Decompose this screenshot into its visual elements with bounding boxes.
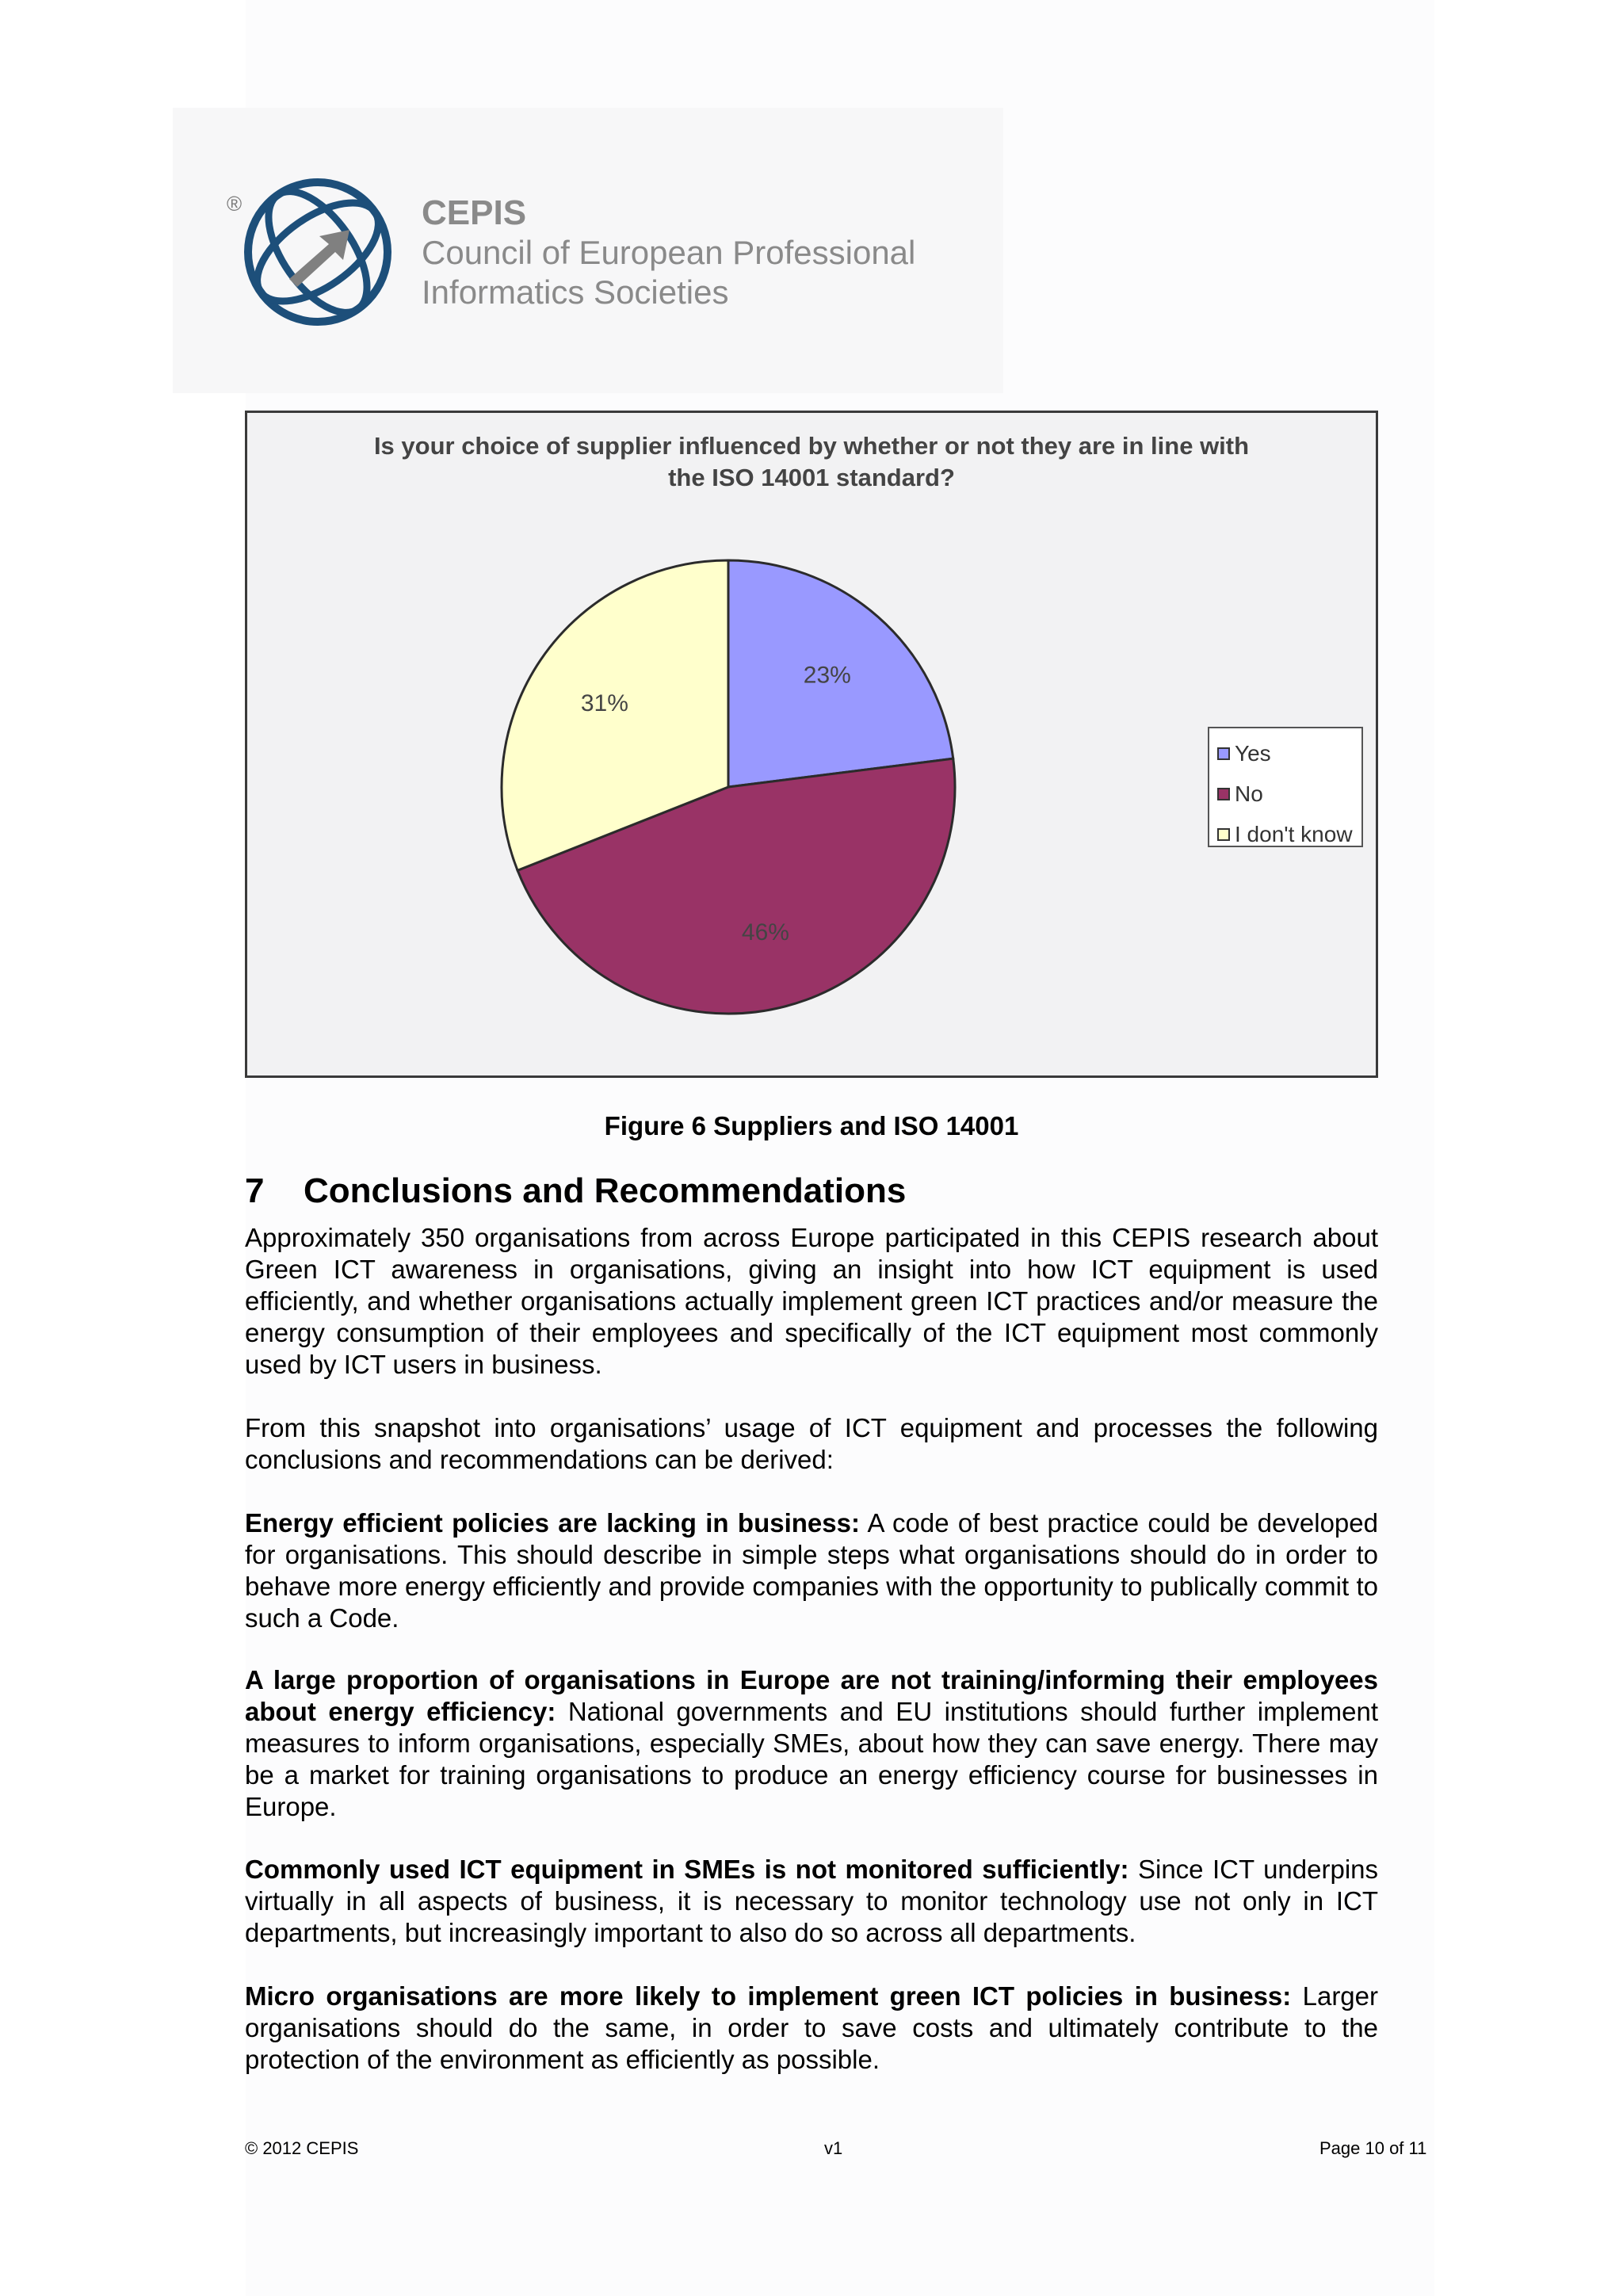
- paragraph-training-lead: A large proportion of organisations in Europe are not training/informing their employees about energy efficiency:: [245, 1665, 1378, 1726]
- footer-copyright: © 2012 CEPIS: [245, 2138, 359, 2158]
- chart-legend: [1208, 727, 1363, 847]
- pie-label-yes: 23%: [803, 662, 851, 689]
- paragraph-micro-orgs-lead: Micro organisations are more likely to implement green ICT policies in business:: [245, 1981, 1292, 2011]
- section-title: Conclusions and Recommendations: [304, 1171, 907, 1210]
- legend-item-dont-know: [1217, 814, 1361, 854]
- section-number: 7: [245, 1171, 265, 1210]
- paragraph-monitoring: [245, 1854, 1378, 1949]
- section-heading: [245, 1171, 906, 1211]
- org-name-line-2: Informatics Societies: [422, 273, 729, 311]
- cepis-globe-logo-icon: [240, 174, 395, 330]
- paragraph-intro: Approximately 350 organisations from across Europe participated in this CEPIS research about Green ICT awareness in organisations, giving an insight into how ICT equipment is used efficiently, and whether organisations actually implement green ICT practices and/or measure the energy consumption of their employees and specifically of the ICT equipment most commonly used by ICT users in business.: [245, 1223, 1378, 1379]
- pie-label-dont-know: 31%: [580, 690, 628, 716]
- paragraph-energy-policies-lead: Energy efficient policies are lacking in business:: [245, 1508, 860, 1538]
- paragraph-snapshot: From this snapshot into organisations’ usage of ICT equipment and processes the following conclusions and recommendations can be derived:: [245, 1413, 1378, 1474]
- pie-chart-frame: [245, 411, 1378, 1078]
- legend-swatch-yes: [1217, 747, 1230, 760]
- paragraph-micro-orgs: [245, 1981, 1378, 2076]
- legend-swatch-dont-know: [1217, 828, 1230, 841]
- legend-item-no: [1217, 774, 1361, 814]
- paragraph-training: [245, 1664, 1378, 1823]
- paragraph-training-text: National governments and EU institutions should further implement measures to inform organisations, especially SMEs, about how they can save energy. There may be a market for training organisations to produce an energy efficiency course for businesses in Europe.: [245, 1697, 1378, 1821]
- chart-title-line-1: Is your choice of supplier influenced by whether or not they are in line with: [373, 432, 1250, 460]
- paragraph-monitoring-text: Since ICT underpins virtually in all aspects of business, it is necessary to monitor technology use not only in ICT departments, but increasingly important to also do so across all departments.: [245, 1855, 1379, 1947]
- legend-swatch-no: [1217, 788, 1230, 800]
- footer-page-number: Page 10 of 11: [1319, 2138, 1427, 2158]
- legend-label-dont-know: I don't know: [1235, 821, 1353, 846]
- legend-label-yes: Yes: [1235, 740, 1271, 766]
- paragraph-monitoring-lead: Commonly used ICT equipment in SMEs is not monitored sufficiently:: [245, 1855, 1129, 1884]
- registered-mark: ®: [227, 192, 242, 216]
- org-full-name: [422, 233, 915, 312]
- paragraph-energy-policies: [245, 1507, 1378, 1634]
- org-name-line-1: Council of European Professional: [422, 234, 916, 271]
- chart-title-line-2: the ISO 14001 standard?: [668, 464, 955, 491]
- figure-caption: Figure 6 Suppliers and ISO 14001: [604, 1111, 1019, 1140]
- pie-chart: [247, 413, 1376, 1075]
- legend-item-yes: [1217, 733, 1361, 774]
- org-acronym: CEPIS: [422, 193, 527, 232]
- pie-label-no: 46%: [741, 919, 789, 946]
- paragraph-micro-orgs-text: Larger organisations should do the same, in order to save costs and ultimately contribute to the protection of the environment as efficiently as possible.: [245, 1981, 1379, 2074]
- footer-version: v1: [824, 2138, 843, 2158]
- legend-label-no: No: [1235, 781, 1263, 806]
- paragraph-energy-policies-text: A code of best practice could be developed for organisations. This should describe in simple steps what organisations should do in order to behave more energy efficiently and provide companies with the opportunity to publically commit to such a Code.: [245, 1508, 1378, 1633]
